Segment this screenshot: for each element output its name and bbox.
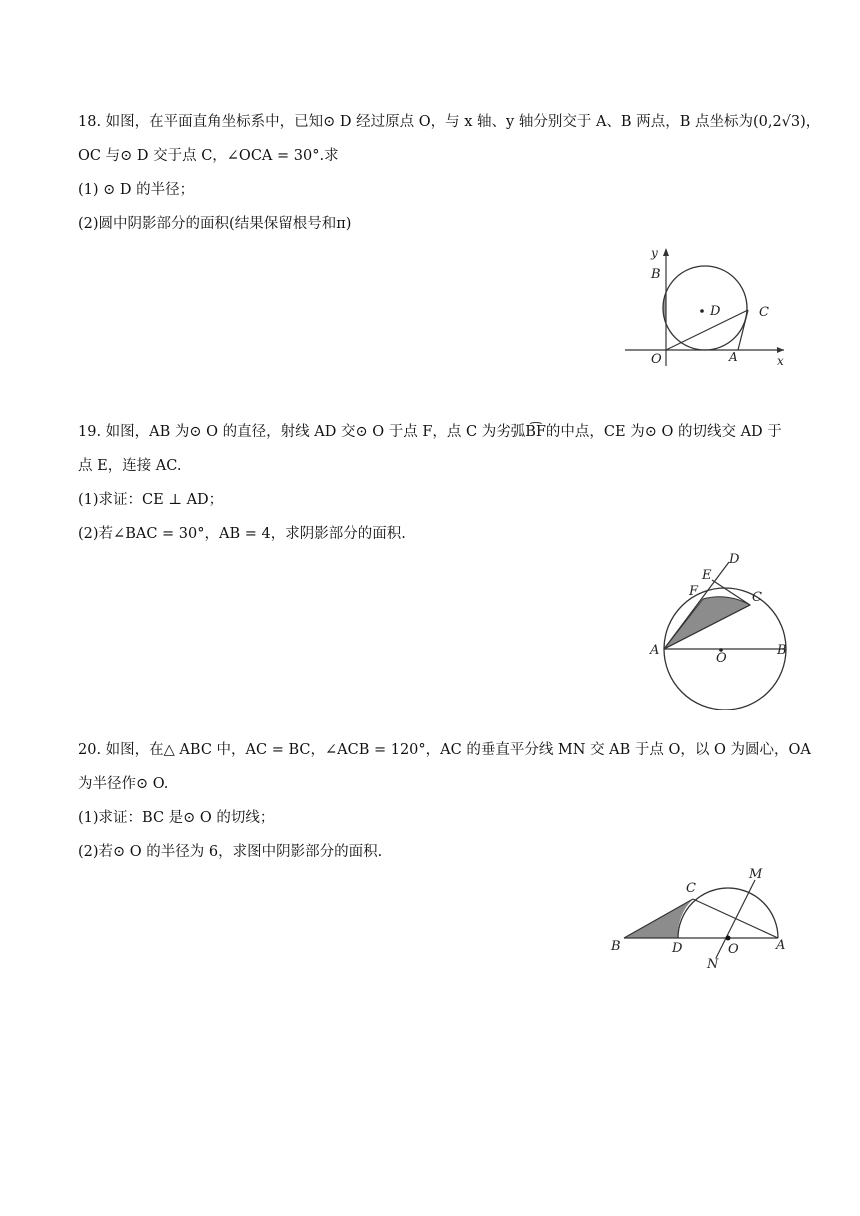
label-x: x (777, 354, 784, 368)
label-y: y (651, 246, 658, 260)
center-d-dot (700, 309, 704, 313)
figure-19 (640, 545, 800, 710)
problem-19-line-2: 点 E，连接 AC. (78, 458, 182, 474)
label-d: D (710, 304, 721, 319)
label-d: D (729, 552, 740, 567)
label-n: N (707, 957, 719, 972)
problem-20-part-1: (1)求证：BC 是⊙ O 的切线； (78, 810, 275, 826)
label-o: O (651, 352, 662, 367)
problem-19-part-1: (1)求证：CE ⊥ AD； (78, 492, 224, 508)
label-o: O (716, 651, 727, 666)
label-a: A (650, 643, 660, 658)
shaded-region (664, 597, 750, 649)
label-c: C (752, 590, 762, 605)
problem-19-part-2: (2)若∠BAC = 30°，AB = 4，求阴影部分的面积. (78, 526, 406, 542)
label-d: D (672, 941, 683, 956)
label-b: B (651, 267, 661, 282)
label-c: C (759, 305, 769, 320)
label-b: B (611, 939, 621, 954)
label-f: F (689, 584, 699, 599)
problem-18-line-1: 18. 如图，在平面直角坐标系中，已知⊙ D 经过原点 O，与 x 轴、y 轴分别交于 A、B 两点，B 点坐标为(0,2√3)， (78, 114, 821, 130)
figure-20 (600, 860, 800, 975)
label-o: O (728, 942, 739, 957)
label-b: B (777, 643, 787, 658)
problem-20-part-2: (2)若⊙ O 的半径为 6，求图中阴影部分的面积. (78, 844, 383, 860)
figure-18 (615, 240, 795, 370)
label-e: E (702, 568, 712, 583)
segment-ca (738, 310, 748, 350)
problem-20-line-2: 为半径作⊙ O. (78, 776, 169, 792)
center-o-dot (726, 936, 731, 941)
problem-20-line-1: 20. 如图，在△ ABC 中，AC = BC，∠ACB = 120°，AC 的垂直平分线 MN 交 AB 于点 O，以 O 为圆心，OA (78, 742, 811, 758)
label-m: M (749, 867, 763, 882)
label-c: C (686, 881, 696, 896)
problem-18-part-1: (1) ⊙ D 的半径； (78, 182, 195, 198)
y-axis-arrow (663, 248, 669, 256)
label-a: A (776, 938, 786, 953)
label-a: A (729, 350, 738, 364)
segment-oc (666, 310, 748, 350)
problem-19-line-1: 19. 如图，AB 为⊙ O 的直径，射线 AD 交⊙ O 于点 F，点 C 为劣弧B͡F的中点，CE 为⊙ O 的切线交 AD 于 (78, 424, 782, 440)
circle-d (663, 266, 747, 350)
x-axis-arrow (777, 347, 784, 353)
problem-18-part-2: (2)圆中阴影部分的面积(结果保留根号和π) (78, 216, 352, 232)
problem-18-line-2: OC 与⊙ D 交于点 C，∠OCA = 30°.求 (78, 148, 339, 164)
